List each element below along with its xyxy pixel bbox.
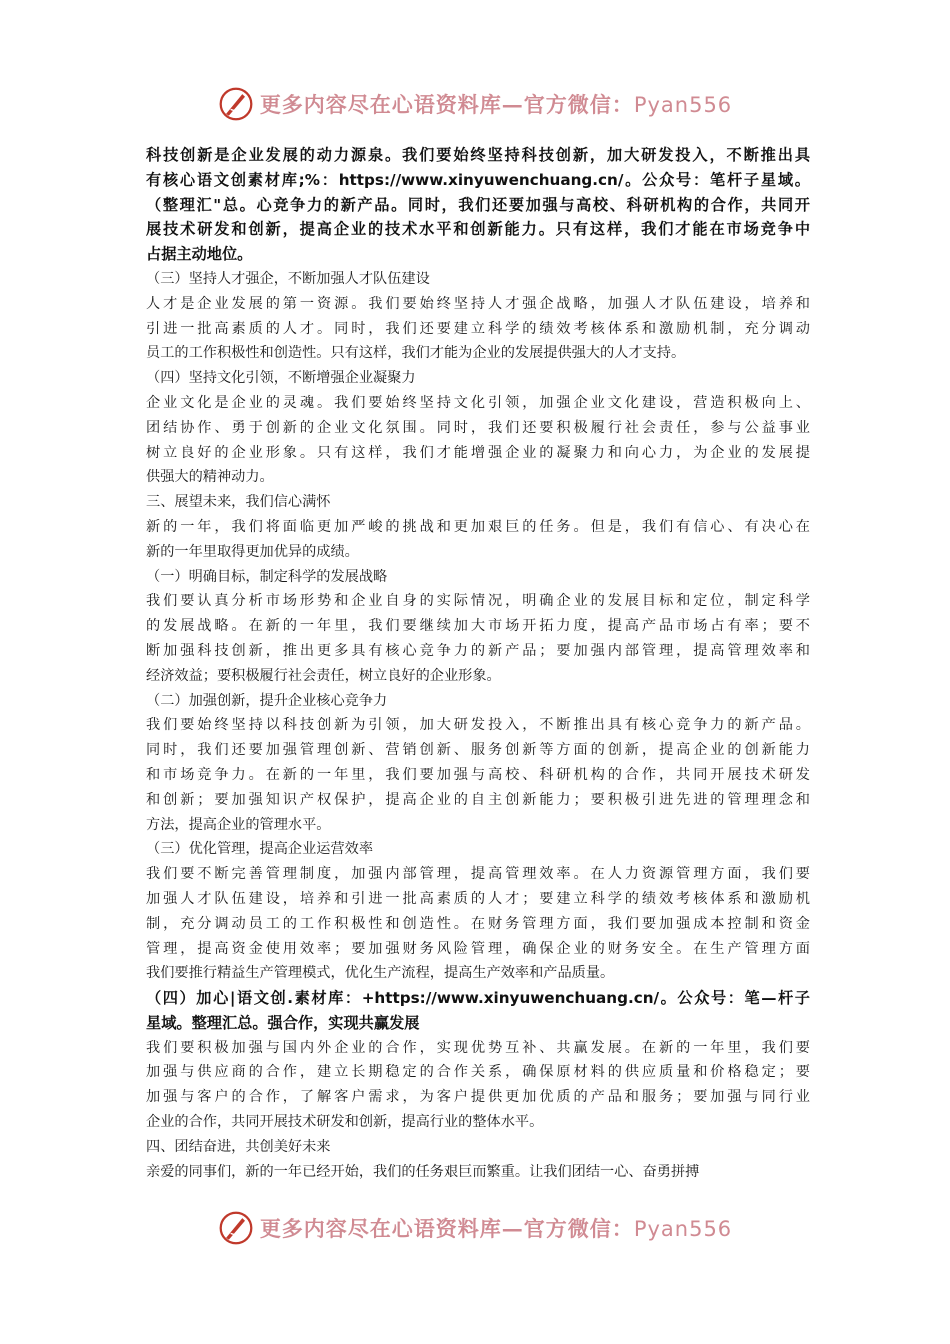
text-line: （三）坚持人才强企，不断加强人才队伍建设 — [146, 270, 430, 287]
paragraph — [146, 391, 810, 490]
text-line: 展技术研发和创新，提高企业的技术水平和创新能力。只有这样，我们才能在市场竞争中 — [146, 220, 810, 239]
text-line: （四）坚持文化引领，不断增强企业凝聚力 — [146, 370, 416, 387]
text-line: 新的一年里取得更加优异的成绩。 — [146, 543, 359, 560]
paragraph — [146, 589, 810, 688]
text-line: 团结协作、勇于创新的企业文化氛围。同时，我们还要积极履行社会责任，参与公益事业 — [146, 419, 810, 436]
text-line: 树立良好的企业形象。只有这样，我们才能增强企业的凝聚力和向心力，为企业的发展提 — [146, 444, 810, 461]
quill-logo-icon — [218, 86, 254, 122]
text-line: 企业的合作，共同开展技术研发和创新，提高行业的整体水平。 — [146, 1114, 544, 1131]
text-line: 新的一年，我们将面临更加严峻的挑战和更加艰巨的任务。但是，我们有信心、有决心在 — [146, 518, 810, 535]
text-line: （一）明确目标，制定科学的发展战略 — [146, 568, 388, 585]
text-line: 我们要推行精益生产管理模式，优化生产流程，提高生产效率和产品质量。 — [146, 965, 615, 982]
paragraph — [146, 292, 810, 366]
text-line: 引进一批高素质的人才。同时，我们还要建立科学的绩效考核体系和激励机制，充分调动 — [146, 320, 810, 337]
text-line: 四、团结奋进，共创美好未来 — [146, 1138, 331, 1155]
text-line: 我们要积极加强与国内外企业的合作，实现优势互补、共赢发展。在新的一年里，我们要 — [146, 1039, 810, 1056]
text-line: 我们要认真分析市场形势和企业自身的实际情况，明确企业的发展目标和定位，制定科学 — [146, 593, 810, 610]
quill-logo-icon — [218, 1210, 254, 1246]
paragraph — [146, 366, 810, 391]
text-line: 和创新；要加强知识产权保护，提高企业的自主创新能力；要积极引进先进的管理理念和 — [146, 791, 810, 808]
text-line: （三）优化管理，提高企业运营效率 — [146, 841, 374, 858]
text-line: 我们要不断完善管理制度，加强内部管理，提高管理效率。在人力资源管理方面，我们要 — [146, 866, 810, 883]
banner-text: 更多内容尽在心语资料库—官方微信：Pyan556 — [259, 92, 733, 117]
text-line: 我们要始终坚持以科技创新为引领，加大研发投入，不断推出具有核心竞争力的新产品。 — [146, 717, 810, 734]
text-line: 星域。整理汇总。强合作，实现共赢发展 — [146, 1013, 420, 1032]
paragraph — [146, 1160, 810, 1185]
paragraph — [146, 1036, 810, 1135]
text-line: 员工的工作积极性和创造性。只有这样，我们才能为企业的发展提供强大的人才支持。 — [146, 345, 686, 362]
text-line: 加强与供应商的合作，建立长期稳定的合作关系，确保原材料的供应质量和价格稳定；要 — [146, 1064, 810, 1081]
paragraph — [146, 713, 810, 837]
text-line: 三、展望未来，我们信心满怀 — [146, 494, 331, 511]
bold-paragraph — [146, 143, 810, 267]
text-line: 有核心语文创素材库;%：https://www.xinyuwenchuang.cn/。公众号：笔杆子星域。 — [146, 170, 810, 189]
text-line: 经济效益；要积极履行社会责任，树立良好的企业形象。 — [146, 667, 501, 684]
document-body — [146, 143, 810, 1184]
text-line: 方法，提高企业的管理水平。 — [146, 816, 331, 833]
text-line: 亲爱的同事们，新的一年已经开始，我们的任务艰巨而繁重。让我们团结一心、奋勇拼搏 — [146, 1163, 700, 1180]
text-line: 断加强科技创新，推出更多具有核心竞争力的新产品；要加强内部管理，提高管理效率和 — [146, 642, 810, 659]
paragraph — [146, 1135, 810, 1160]
paragraph — [146, 490, 810, 515]
text-line: 制，充分调动员工的工作积极性和创造性。在财务管理方面，我们要加强成本控制和资金 — [146, 915, 810, 932]
header-banner — [0, 84, 950, 124]
footer-banner — [0, 1208, 950, 1248]
text-line: 人才是企业发展的第一资源。我们要始终坚持人才强企战略，加强人才队伍建设，培养和 — [146, 295, 810, 312]
text-line: 和市场竞争力。在新的一年里，我们要加强与高校、科研机构的合作，共同开展技术研发 — [146, 766, 810, 783]
text-line: （整理汇"总。心竞争力的新产品。同时，我们还要加强与高校、科研机构的合作，共同开 — [146, 195, 810, 214]
paragraph — [146, 267, 810, 292]
text-line: 的发展战略。在新的一年里，我们要继续加大市场开拓力度，提高产品市场占有率；要不 — [146, 618, 810, 635]
text-line: 加强与客户的合作，了解客户需求，为客户提供更加优质的产品和服务；要加强与同行业 — [146, 1089, 810, 1106]
paragraph — [146, 862, 810, 986]
text-line: 科技创新是企业发展的动力源泉。我们要始终坚持科技创新，加大研发投入，不断推出具 — [146, 146, 810, 164]
bold-paragraph — [146, 986, 810, 1036]
paragraph — [146, 689, 810, 714]
text-line: 供强大的精神动力。 — [146, 469, 274, 486]
text-line: 管理，提高资金使用效率；要加强财务风险管理，确保企业的财务安全。在生产管理方面 — [146, 940, 810, 957]
text-line: 占据主动地位。 — [146, 245, 253, 264]
paragraph — [146, 837, 810, 862]
wechat-id: Pyan556 — [633, 1217, 733, 1241]
text-line: 企业文化是企业的灵魂。我们要始终坚持文化引领，加强企业文化建设，营造积极向上、 — [146, 394, 810, 411]
text-line: 加强人才队伍建设，培养和引进一批高素质的人才；要建立科学的绩效考核体系和激励机 — [146, 890, 810, 907]
paragraph — [146, 515, 810, 565]
paragraph — [146, 565, 810, 590]
banner-text: 更多内容尽在心语资料库—官方微信：Pyan556 — [259, 1216, 733, 1241]
wechat-id: Pyan556 — [633, 93, 733, 117]
text-line: （四）加心|语文创.素材库：+https://www.xinyuwenchuang.cn/。公众号：笔—杆子 — [146, 989, 810, 1008]
text-line: （二）加强创新，提升企业核心竞争力 — [146, 692, 388, 709]
text-line: 同时，我们还要加强管理创新、营销创新、服务创新等方面的创新，提高企业的创新能力 — [146, 742, 810, 759]
